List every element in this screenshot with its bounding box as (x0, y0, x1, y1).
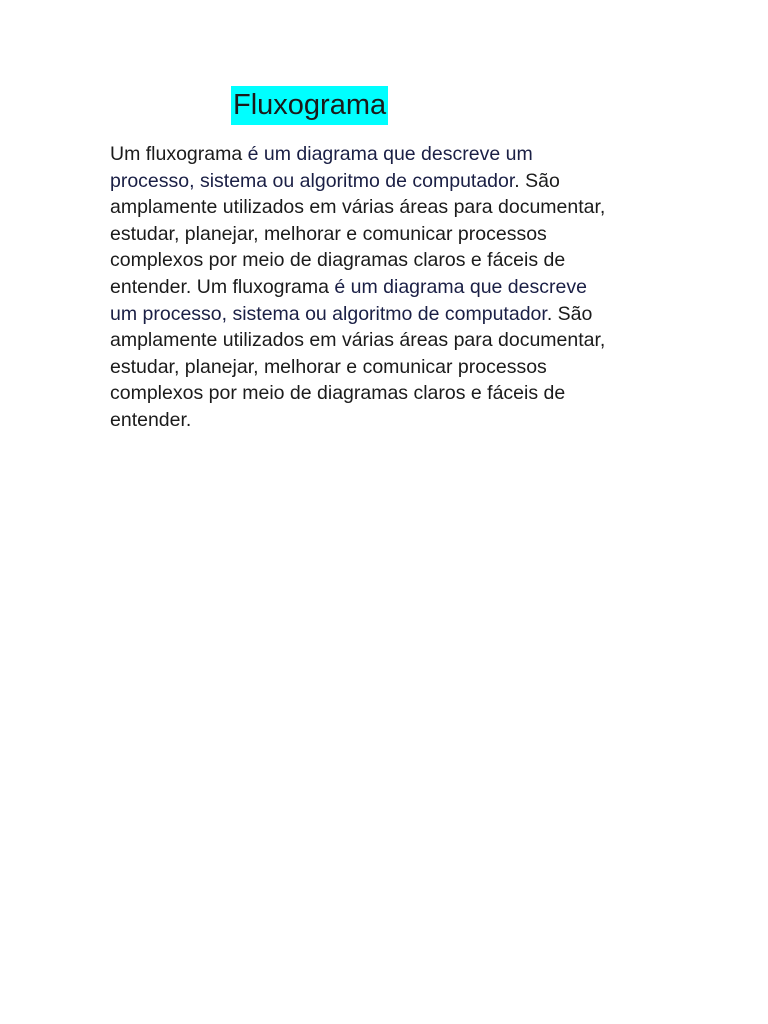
text-segment: é um diagrama que descreve um (247, 143, 533, 165)
text-segment: um processo, sistema ou algoritmo de computador (110, 302, 547, 325)
text-segment: entender. (110, 408, 192, 431)
body-paragraph (110, 141, 670, 434)
paragraph-line (110, 301, 670, 328)
paragraph-line (110, 168, 670, 195)
text-segment: . São (546, 302, 593, 325)
paragraph-line (110, 247, 670, 274)
text-segment: entender. Um fluxograma (110, 275, 335, 298)
paragraph-line (110, 221, 670, 248)
text-segment: estudar, planejar, melhorar e comunicar processos (110, 222, 547, 245)
paragraph-line (110, 274, 670, 301)
paragraph-line (110, 407, 670, 434)
paragraph-line (110, 194, 670, 221)
paragraph-line (110, 141, 670, 168)
paragraph-line (110, 380, 670, 407)
document-title: Fluxograma (231, 86, 388, 125)
text-segment: complexos por meio de diagramas claros e fáceis de (110, 382, 566, 405)
text-segment: processo, sistema ou algoritmo de computador (110, 169, 515, 192)
paragraph-line (110, 327, 670, 354)
text-segment: Um fluxograma (110, 143, 248, 165)
paragraph-line (110, 354, 670, 381)
text-segment: é um diagrama que descreve (334, 275, 587, 298)
text-segment: complexos por meio de diagramas claros e fáceis de (110, 249, 566, 272)
text-segment: amplamente utilizados em várias áreas para documentar, (110, 329, 606, 352)
text-segment: amplamente utilizados em várias áreas para documentar, (110, 196, 606, 219)
text-segment: . São (514, 169, 560, 192)
text-segment: estudar, planejar, melhorar e comunicar processos (110, 355, 547, 378)
